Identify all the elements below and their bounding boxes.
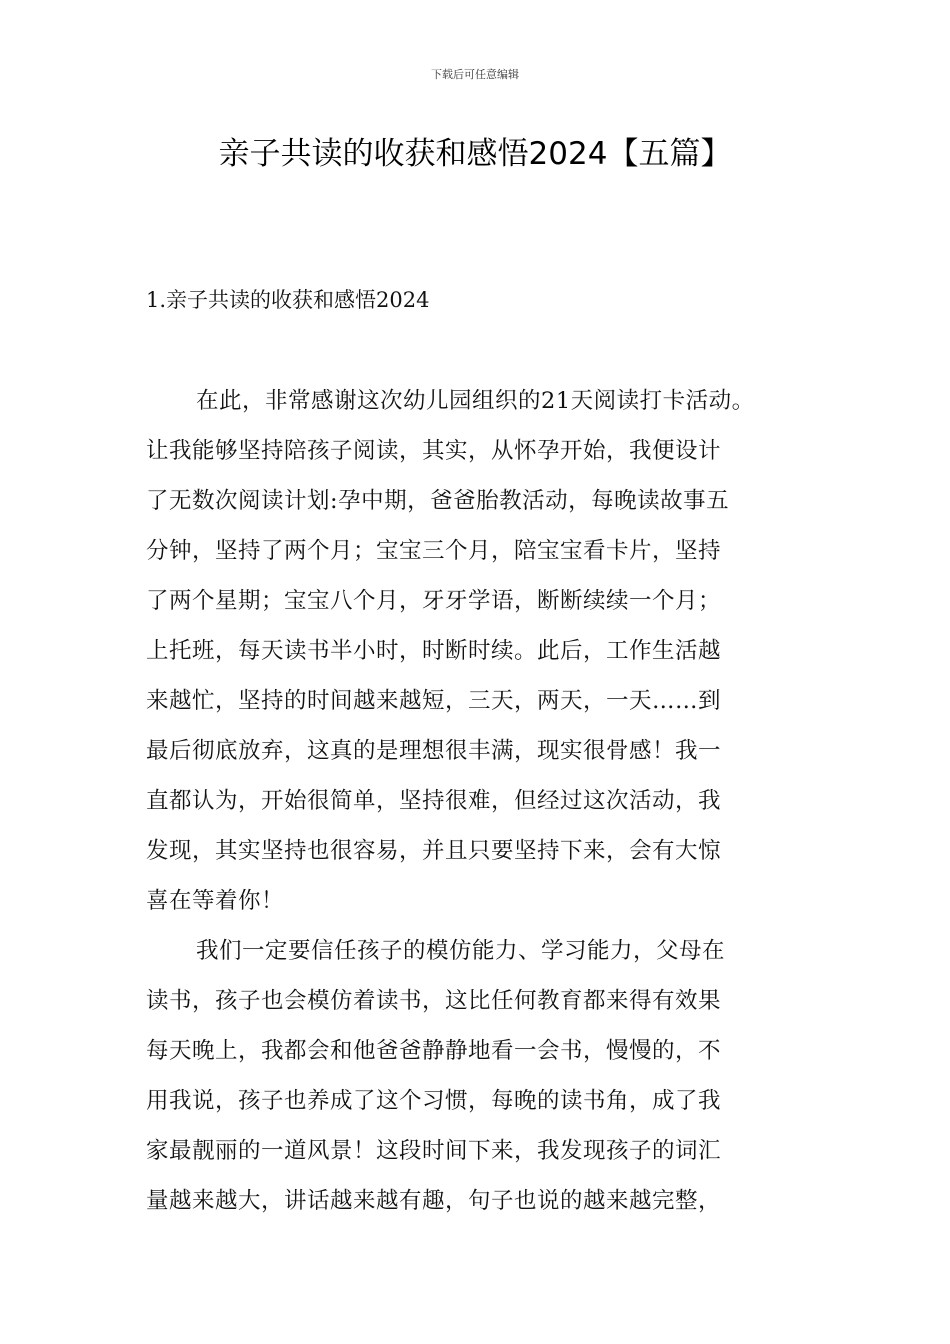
- section-heading: 1.亲子共读的收获和感悟2024: [146, 288, 430, 312]
- paragraph-2-line: 家最靓丽的一道风景！这段时间下来，我发现孩子的词汇: [146, 1138, 722, 1164]
- document-title: 亲子共读的收获和感悟2024【五篇】: [218, 136, 732, 172]
- paragraph-1-line: 在此，非常感谢这次幼儿园组织的21天阅读打卡活动。: [196, 388, 755, 414]
- paragraph-1-line: 喜在等着你！: [146, 888, 285, 914]
- paragraph-2-line: 每天晚上，我都会和他爸爸静静地看一会书，慢慢的，不: [146, 1038, 722, 1064]
- paragraph-1-line: 直都认为，开始很简单，坚持很难，但经过这次活动，我: [146, 788, 722, 814]
- paragraph-1-line: 来越忙，坚持的时间越来越短，三天，两天，一天……到: [146, 688, 722, 714]
- paragraph-1-line: 让我能够坚持陪孩子阅读，其实，从怀孕开始，我便设计: [146, 438, 722, 464]
- body-text: [146, 376, 836, 1226]
- paragraph-1-line: 最后彻底放弃，这真的是理想很丰满，现实很骨感！我一: [146, 738, 722, 764]
- paragraph-1-line: 上托班，每天读书半小时，时断时续。此后，工作生活越: [146, 638, 722, 664]
- paragraph-1-line: 了两个星期；宝宝八个月，牙牙学语，断断续续一个月；: [146, 588, 722, 614]
- paragraph-2-line: 我们一定要信任孩子的模仿能力、学习能力，父母在: [196, 938, 726, 964]
- paragraph-2-line: 读书，孩子也会模仿着读书，这比任何教育都来得有效果: [146, 988, 722, 1014]
- paragraph-1-line: 分钟，坚持了两个月；宝宝三个月，陪宝宝看卡片，坚持: [146, 538, 722, 564]
- paragraph-1-line: 了无数次阅读计划:孕中期，爸爸胎教活动，每晚读故事五: [146, 488, 730, 514]
- header-note: 下载后可任意编辑: [431, 68, 519, 81]
- paragraph-2-line: 量越来越大，讲话越来越有趣，句子也说的越来越完整，: [146, 1188, 722, 1214]
- paragraph-1-line: 发现，其实坚持也很容易，并且只要坚持下来，会有大惊: [146, 838, 722, 864]
- paragraph-2-line: 用我说，孩子也养成了这个习惯，每晚的读书角，成了我: [146, 1088, 722, 1114]
